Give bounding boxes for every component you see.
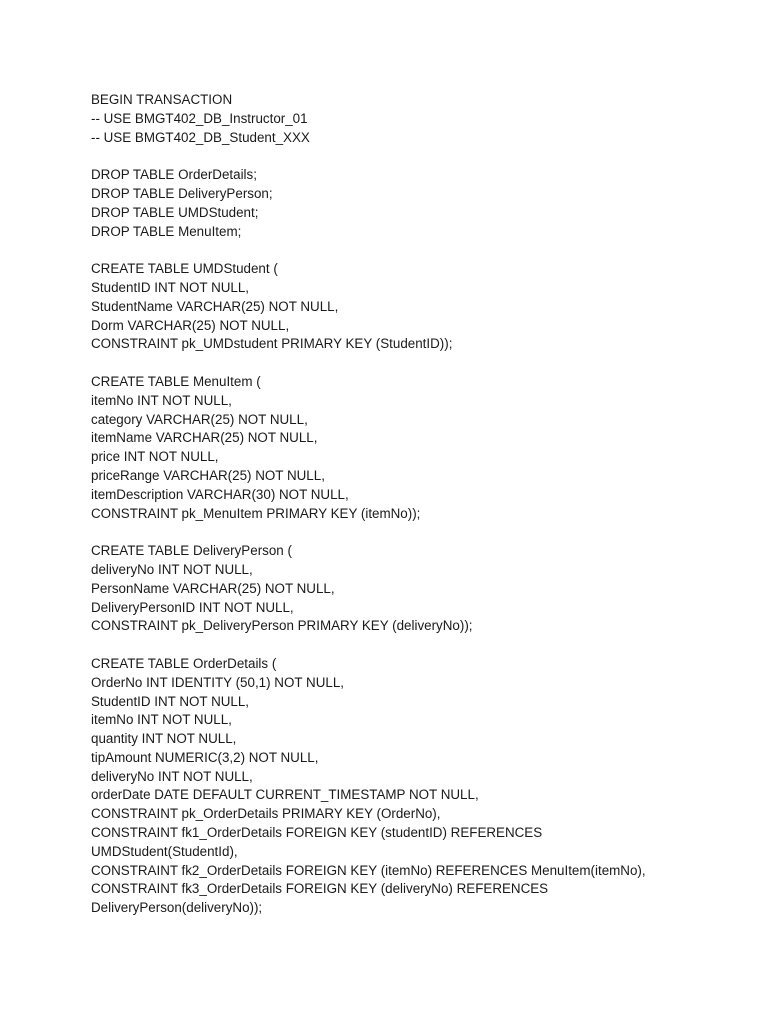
blank-line [91, 523, 751, 542]
code-line: CREATE TABLE MenuItem ( [91, 373, 261, 389]
code-line: CREATE TABLE OrderDetails ( [91, 655, 277, 671]
code-line: price INT NOT NULL, [91, 449, 219, 465]
sql-statement-block [91, 260, 751, 354]
blank-line [91, 354, 751, 373]
code-line: -- USE BMGT402_DB_Instructor_01 [91, 110, 308, 126]
code-line: quantity INT NOT NULL, [91, 731, 237, 747]
code-line: StudentID INT NOT NULL, [91, 279, 250, 295]
blank-line [91, 147, 751, 166]
code-line: orderDate DATE DEFAULT CURRENT_TIMESTAMP NOT NULL, [91, 787, 479, 803]
code-line: CONSTRAINT pk_UMDstudent PRIMARY KEY (StudentID)); [91, 336, 453, 352]
code-line: DROP TABLE MenuItem; [91, 223, 242, 239]
code-line: itemName VARCHAR(25) NOT NULL, [91, 430, 318, 446]
code-line: PersonName VARCHAR(25) NOT NULL, [91, 580, 335, 596]
sql-statement-block [91, 166, 751, 241]
code-line: category VARCHAR(25) NOT NULL, [91, 411, 308, 427]
code-line: CONSTRAINT fk1_OrderDetails FOREIGN KEY (studentID) REFERENCES [91, 825, 543, 841]
code-line: OrderNo INT IDENTITY (50,1) NOT NULL, [91, 674, 344, 690]
code-line: deliveryNo INT NOT NULL, [91, 768, 253, 784]
code-line: CONSTRAINT pk_MenuItem PRIMARY KEY (itemNo)); [91, 505, 421, 521]
code-line: UMDStudent(StudentId), [91, 843, 238, 859]
code-line: deliveryNo INT NOT NULL, [91, 561, 253, 577]
code-line: CREATE TABLE UMDStudent ( [91, 261, 278, 277]
sql-statement-block [91, 655, 751, 918]
code-line: DROP TABLE DeliveryPerson; [91, 185, 273, 201]
code-line: itemNo INT NOT NULL, [91, 712, 232, 728]
code-line: CONSTRAINT pk_DeliveryPerson PRIMARY KEY (deliveryNo)); [91, 618, 473, 634]
code-line: DROP TABLE UMDStudent; [91, 204, 259, 220]
code-line: itemNo INT NOT NULL, [91, 392, 232, 408]
sql-statement-block [91, 542, 751, 636]
code-line: DROP TABLE OrderDetails; [91, 167, 257, 183]
code-line: itemDescription VARCHAR(30) NOT NULL, [91, 486, 349, 502]
sql-statement-block [91, 91, 751, 147]
sql-script-body [91, 91, 751, 918]
code-line: CREATE TABLE DeliveryPerson ( [91, 543, 292, 559]
blank-line [91, 241, 751, 260]
code-line: CONSTRAINT fk3_OrderDetails FOREIGN KEY (deliveryNo) REFERENCES [91, 881, 549, 897]
blank-line [91, 636, 751, 655]
code-line: StudentName VARCHAR(25) NOT NULL, [91, 298, 339, 314]
sql-statement-block [91, 373, 751, 523]
code-line: StudentID INT NOT NULL, [91, 693, 250, 709]
code-line: BEGIN TRANSACTION [91, 92, 233, 107]
code-line: tipAmount NUMERIC(3,2) NOT NULL, [91, 749, 319, 765]
code-line: CONSTRAINT fk2_OrderDetails FOREIGN KEY (itemNo) REFERENCES MenuItem(itemNo), [91, 862, 646, 878]
code-line: priceRange VARCHAR(25) NOT NULL, [91, 467, 325, 483]
code-line: DeliveryPersonID INT NOT NULL, [91, 599, 294, 615]
code-line: Dorm VARCHAR(25) NOT NULL, [91, 317, 290, 333]
code-line: -- USE BMGT402_DB_Student_XXX [91, 129, 310, 145]
code-line: CONSTRAINT pk_OrderDetails PRIMARY KEY (OrderNo), [91, 806, 441, 822]
code-line: DeliveryPerson(deliveryNo)); [91, 900, 263, 916]
